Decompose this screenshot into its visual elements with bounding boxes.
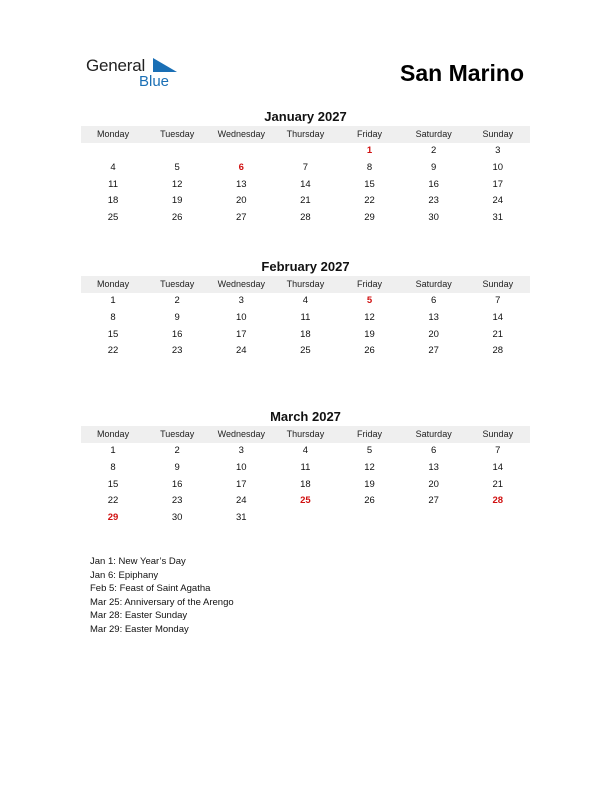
day-cell: 3 <box>238 445 244 456</box>
month-title: January 2027 <box>264 109 347 124</box>
day-cell: 14 <box>300 178 311 190</box>
day-cell: 9 <box>431 161 437 173</box>
day-cell: 7 <box>495 445 501 456</box>
day-cell: 24 <box>236 345 247 357</box>
day-cell: 20 <box>428 478 439 490</box>
day-cell: 28 <box>300 212 311 224</box>
day-cell: 6 <box>431 445 437 456</box>
day-cell: 19 <box>171 195 183 207</box>
empty-day-cell <box>145 143 209 160</box>
day-cell: 30 <box>171 512 183 524</box>
day-cell: 18 <box>300 478 311 490</box>
holiday-list <box>90 555 234 637</box>
day-cell: 26 <box>171 212 183 224</box>
day-cell: 4 <box>110 161 116 173</box>
weekday-header-row <box>81 126 530 143</box>
weekday-label: Friday <box>357 279 383 289</box>
weekday-label: Tuesday <box>160 429 195 439</box>
day-cell: 8 <box>110 461 116 473</box>
day-cell: 8 <box>366 161 373 173</box>
week-row <box>81 210 530 227</box>
day-cell: 8 <box>110 311 116 323</box>
weekday-label: Monday <box>97 129 130 139</box>
day-cell: 14 <box>492 311 504 323</box>
month-calendar <box>81 408 530 527</box>
day-cell: 23 <box>171 345 183 357</box>
week-row <box>81 510 530 527</box>
day-cell: 31 <box>492 212 504 224</box>
day-cell: 4 <box>302 295 309 306</box>
day-cell: 15 <box>107 478 119 490</box>
weekday-label: Friday <box>357 429 383 439</box>
empty-day-cell <box>81 143 145 160</box>
empty-day-cell <box>209 143 273 160</box>
weekday-label: Wednesday <box>217 279 265 289</box>
day-cell: 16 <box>171 478 183 490</box>
day-cell: 9 <box>174 461 180 473</box>
day-cell: 20 <box>428 328 439 340</box>
day-cell: 7 <box>495 295 501 306</box>
day-cell: 2 <box>174 295 180 306</box>
logo-triangle-icon <box>143 58 177 72</box>
day-cell: 22 <box>364 195 375 207</box>
day-cell: 19 <box>364 328 375 340</box>
day-cell: 15 <box>364 178 375 190</box>
day-cell: 20 <box>236 195 247 207</box>
day-cell: 21 <box>300 195 311 207</box>
empty-day-cell <box>338 510 402 527</box>
day-cell: 10 <box>236 461 247 473</box>
day-cell: 21 <box>492 478 504 490</box>
day-cell: 24 <box>492 195 504 207</box>
day-cell: 10 <box>236 311 247 323</box>
day-cell: 9 <box>174 311 180 323</box>
day-cell: 26 <box>364 495 375 507</box>
day-cell: 13 <box>428 461 439 473</box>
week-row <box>81 310 530 327</box>
day-cell: 5 <box>174 161 180 173</box>
holiday-list-item: Mar 25: Anniversary of the Arengo <box>90 596 234 608</box>
day-cell: 15 <box>107 328 119 340</box>
weekday-label: Thursday <box>286 129 325 139</box>
holiday-day-cell: 1 <box>366 145 373 156</box>
week-row <box>81 193 530 210</box>
day-cell: 16 <box>428 178 439 190</box>
generalblue-logo <box>86 56 186 92</box>
weekday-header-row <box>81 426 530 443</box>
week-row <box>81 327 530 344</box>
empty-day-cell <box>273 510 337 527</box>
month-calendar <box>81 258 530 360</box>
day-cell: 24 <box>236 495 247 507</box>
week-row <box>81 443 530 460</box>
day-cell: 12 <box>171 178 183 190</box>
day-cell: 14 <box>492 461 504 473</box>
weekday-label: Wednesday <box>217 429 265 439</box>
day-cell: 25 <box>107 212 119 224</box>
day-cell: 3 <box>238 295 244 306</box>
day-cell: 6 <box>431 295 437 306</box>
day-cell: 27 <box>428 495 439 507</box>
day-cell: 18 <box>300 328 311 340</box>
day-cell: 11 <box>108 178 118 190</box>
day-cell: 30 <box>428 212 439 224</box>
weekday-label: Sunday <box>482 129 514 139</box>
holiday-day-cell: 29 <box>107 512 119 524</box>
day-cell: 5 <box>366 445 373 456</box>
month-calendar <box>81 108 530 227</box>
holiday-day-cell: 5 <box>366 295 373 306</box>
day-cell: 7 <box>302 161 309 173</box>
week-row <box>81 460 530 477</box>
week-row <box>81 477 530 494</box>
country-title: San Marino <box>400 60 524 86</box>
day-cell: 16 <box>171 328 183 340</box>
weekday-label: Tuesday <box>160 129 195 139</box>
weekday-label: Tuesday <box>160 279 195 289</box>
day-cell: 26 <box>364 345 375 357</box>
weekday-label: Saturday <box>415 129 452 139</box>
week-row <box>81 293 530 310</box>
holiday-list-item: Mar 28: Easter Sunday <box>90 610 188 622</box>
empty-day-cell <box>402 510 466 527</box>
weekday-label: Monday <box>97 429 130 439</box>
weekday-label: Thursday <box>286 429 325 439</box>
holiday-list-item: Jan 1: New Year’s Day <box>90 556 186 567</box>
logo-text-general: General <box>86 56 146 75</box>
weekday-label: Saturday <box>415 279 452 289</box>
empty-day-cell <box>466 510 530 527</box>
month-title: February 2027 <box>261 259 350 274</box>
day-cell: 11 <box>300 461 311 473</box>
week-row <box>81 343 530 360</box>
holiday-day-cell: 25 <box>300 495 311 507</box>
day-cell: 23 <box>428 195 439 207</box>
day-cell: 21 <box>492 328 504 340</box>
weekday-label: Wednesday <box>217 129 265 139</box>
day-cell: 17 <box>492 178 504 190</box>
empty-day-cell <box>273 143 337 160</box>
day-cell: 4 <box>302 445 309 456</box>
holiday-list-item: Mar 29: Easter Monday <box>90 623 189 635</box>
week-row <box>81 177 530 194</box>
day-cell: 19 <box>364 478 375 490</box>
day-cell: 23 <box>171 495 183 507</box>
day-cell: 18 <box>107 195 119 207</box>
week-row <box>81 143 530 160</box>
weekday-label: Friday <box>357 129 383 139</box>
day-cell: 22 <box>107 345 119 357</box>
day-cell: 28 <box>492 345 504 357</box>
day-cell: 29 <box>364 212 375 224</box>
month-title: March 2027 <box>270 409 341 424</box>
day-cell: 22 <box>107 495 119 507</box>
day-cell: 17 <box>236 328 247 340</box>
day-cell: 2 <box>431 145 437 156</box>
day-cell: 10 <box>492 161 504 173</box>
day-cell: 11 <box>300 311 311 323</box>
holiday-day-cell: 6 <box>238 161 244 173</box>
day-cell: 3 <box>495 145 501 156</box>
day-cell: 27 <box>236 212 247 224</box>
day-cell: 2 <box>174 445 180 456</box>
day-cell: 1 <box>110 445 116 456</box>
week-row <box>81 160 530 177</box>
holiday-list-item: Jan 6: Epiphany <box>90 569 159 581</box>
day-cell: 12 <box>364 311 375 323</box>
day-cell: 1 <box>110 295 116 306</box>
day-cell: 12 <box>364 461 375 473</box>
day-cell: 31 <box>236 512 247 524</box>
weekday-header-row <box>81 276 530 293</box>
day-cell: 25 <box>300 345 311 357</box>
week-row <box>81 493 530 510</box>
weekday-label: Thursday <box>286 279 325 289</box>
day-cell: 13 <box>236 178 247 190</box>
weekday-label: Sunday <box>482 429 514 439</box>
weekday-label: Sunday <box>482 279 514 289</box>
day-cell: 13 <box>428 311 439 323</box>
day-cell: 27 <box>428 345 439 357</box>
weekday-label: Monday <box>97 279 130 289</box>
day-cell: 17 <box>236 478 247 490</box>
holiday-list-item: Feb 5: Feast of Saint Agatha <box>90 583 211 595</box>
logo-text-blue: Blue <box>139 73 170 90</box>
weekday-label: Saturday <box>415 429 452 439</box>
holiday-day-cell: 28 <box>492 495 504 507</box>
